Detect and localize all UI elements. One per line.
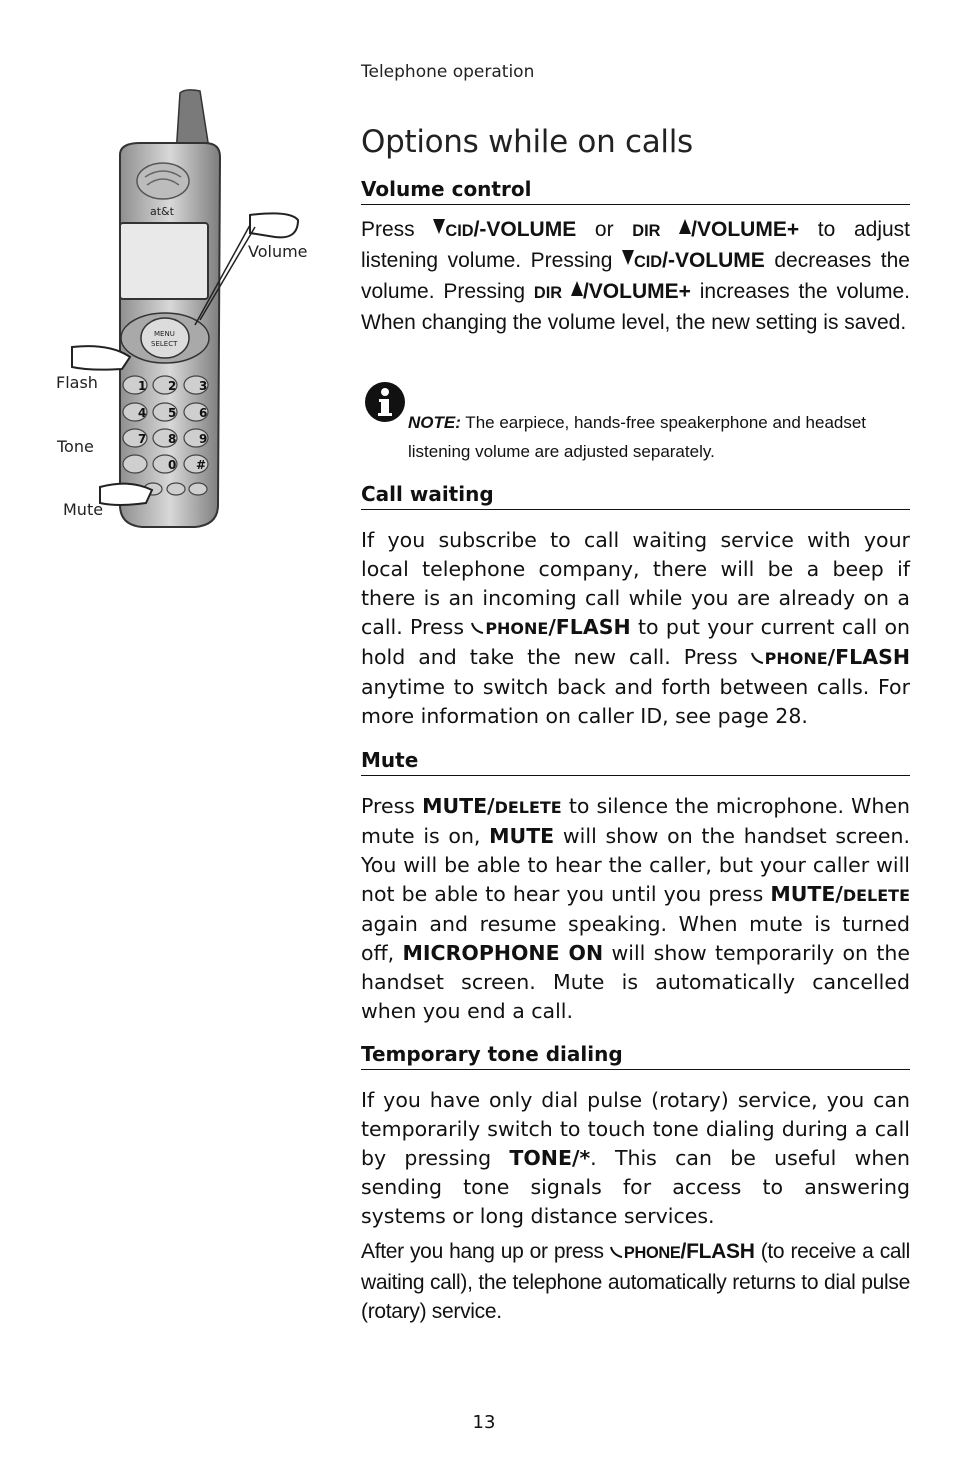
earpiece-shape <box>137 163 189 199</box>
phone-icon <box>610 1246 624 1258</box>
note-text: NOTE: The earpiece, hands-free speakerphone and headset listening volume are adjusted separately. <box>408 413 867 461</box>
svg-text:0: 0 <box>168 458 177 472</box>
info-icon <box>364 381 406 423</box>
svg-text:7: 7 <box>138 432 147 446</box>
svg-text:#: # <box>196 458 207 472</box>
svg-text:6: 6 <box>199 406 208 420</box>
page-number: 13 <box>472 1412 496 1433</box>
phone-icon <box>471 622 485 634</box>
phone-icon <box>751 652 765 664</box>
tone-paragraph-2: After you hang up or press PHONE/FLASH (to receive a call waiting call), the telephone automatically returns to dial pulse (rotary) service. <box>361 1240 911 1323</box>
svg-text:1: 1 <box>138 379 147 393</box>
label-flash: Flash <box>56 373 98 392</box>
screen-shape <box>120 223 208 299</box>
handset-illustration <box>50 85 330 535</box>
heading-volume-control: Volume control <box>361 177 910 205</box>
volume-paragraph: Press CID/-VOLUME or DIR /VOLUME+ to adjust listening volume. Pressing CID/-VOLUME decreases the volume. Pressing DIR /VOLUME+ increases the volume. When changing the volume level, the new setting is saved. <box>361 218 911 334</box>
svg-text:MENU: MENU <box>154 330 175 338</box>
tone-paragraph: If you have only dial pulse (rotary) service, you can temporarily switch to touch tone dialing during a call by pressing TONE/*. This can be useful when sending tone signals for access to answering systems or long distance services. <box>361 1088 910 1228</box>
brand-logo: at&t <box>150 205 174 218</box>
label-tone: Tone <box>57 437 94 456</box>
down-arrow-icon <box>433 219 445 234</box>
page-title: Options while on calls <box>361 124 693 160</box>
menu-select-shape <box>141 318 189 358</box>
mute-paragraph: Press MUTE/DELETE to silence the microphone. When mute is on, MUTE will show on the handset screen. You will be able to hear the caller, but your caller will not be able to hear you until you press MUTE/DELETE again and resume speaking. When mute is turned off, MICROPHONE ON will show temporarily on the handset screen. Mute is automatically cancelled when you end a call. <box>361 794 910 1023</box>
svg-text:3: 3 <box>199 379 208 393</box>
svg-text:4: 4 <box>138 406 147 420</box>
running-header: Telephone operation <box>361 62 535 82</box>
up-arrow-icon <box>679 219 691 234</box>
svg-text:9: 9 <box>199 432 208 446</box>
label-mute: Mute <box>63 500 104 519</box>
call-waiting-paragraph: If you subscribe to call waiting service with your local telephone company, there will be a beep if there is an incoming call while you are already on a call. Press PHONE/FLASH to put your current call on hold and take the new call. Press PHONE/FLASH anytime to switch back and forth between calls. For more information on caller ID, see page 28. <box>361 528 910 728</box>
label-volume: Volume <box>248 242 308 261</box>
svg-text:2: 2 <box>168 379 177 393</box>
heading-mute: Mute <box>361 748 910 776</box>
heading-tone-dialing: Temporary tone dialing <box>361 1042 910 1070</box>
svg-text:SELECT: SELECT <box>151 340 178 348</box>
svg-text:5: 5 <box>168 406 177 420</box>
down-arrow-icon <box>622 250 634 265</box>
up-arrow-icon <box>571 281 583 296</box>
heading-call-waiting: Call waiting <box>361 482 910 510</box>
svg-text:8: 8 <box>168 432 177 446</box>
